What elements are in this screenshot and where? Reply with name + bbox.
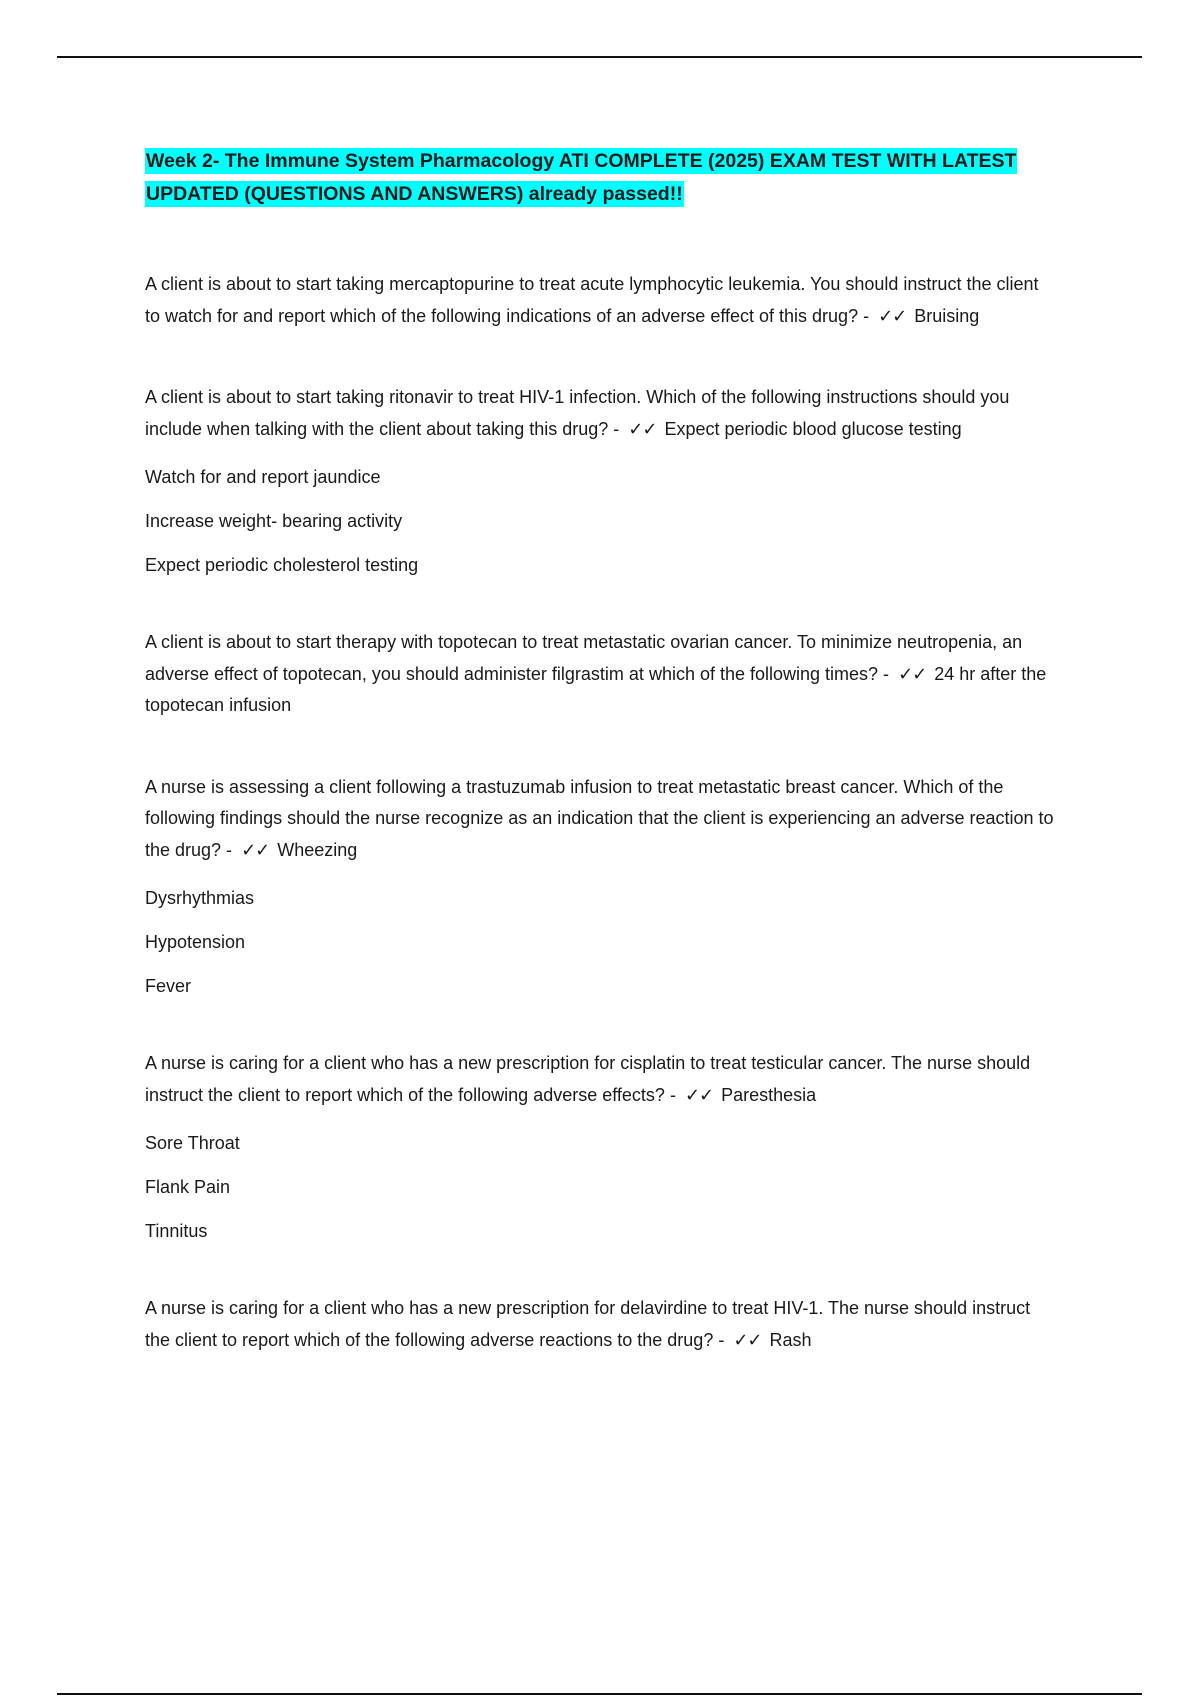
double-check-icon: ✓✓ — [241, 839, 270, 861]
correct-answer: Paresthesia — [716, 1084, 817, 1105]
double-check-icon: ✓✓ — [898, 663, 927, 685]
question-stem: A client is about to start taking mercaptopurine to treat acute lymphocytic leukemia. You should instruct the client to watch for and report which of the following indications of an adverse effect of this drug? - — [145, 274, 1039, 326]
qa-item — [145, 269, 1055, 332]
document-title-highlight: Week 2- The Immune System Pharmacology ATI COMPLETE (2025) EXAM TEST WITH LATEST UPDATED (QUESTIONS AND ANSWERS) already passed!! — [146, 150, 1017, 205]
footer-rule — [57, 1693, 1142, 1695]
qa-item — [145, 772, 1055, 999]
qa-item — [145, 1048, 1055, 1243]
double-check-icon: ✓✓ — [878, 305, 907, 327]
question-stem: A nurse is caring for a client who has a new prescription for delavirdine to treat HIV-1. The nurse should instruct the client to report which of the following adverse reactions to the drug? - — [145, 1298, 1031, 1350]
correct-answer: Wheezing — [272, 839, 358, 860]
answer-option: Fever — [145, 976, 192, 996]
question-text — [145, 627, 1055, 722]
qa-item — [145, 627, 1055, 722]
answer-option: Tinnitus — [145, 1221, 208, 1241]
document-body — [145, 145, 1055, 1406]
question-stem: A client is about to start taking ritonavir to treat HIV-1 infection. Which of the following instructions should you include when talking with the client about taking this drug? - — [145, 387, 1010, 439]
correct-answer: 24 hr after the topotecan infusion — [145, 663, 1047, 715]
question-text — [145, 772, 1055, 867]
qa-item — [145, 1293, 1055, 1356]
question-text — [145, 382, 1055, 445]
answer-option: Hypotension — [145, 932, 246, 952]
qa-list — [145, 269, 1055, 1356]
correct-answer: Rash — [764, 1329, 812, 1350]
question-text — [145, 1293, 1055, 1356]
correct-answer: Bruising — [909, 305, 980, 326]
correct-answer: Expect periodic blood glucose testing — [659, 418, 962, 439]
question-stem: A nurse is assessing a client following a trastuzumab infusion to treat metastatic breast cancer. Which of the following findings should the nurse recognize as an indication that the client is experiencing an adverse reaction to the drug? - — [145, 776, 1054, 860]
answer-option: Increase weight- bearing activity — [145, 511, 403, 531]
document-title — [145, 145, 1055, 211]
question-text — [145, 269, 1055, 332]
double-check-icon: ✓✓ — [628, 418, 657, 440]
qa-item — [145, 382, 1055, 577]
question-text — [145, 1048, 1055, 1111]
answer-option: Dysrhythmias — [145, 888, 255, 908]
question-stem: A client is about to start therapy with topotecan to treat metastatic ovarian cancer. To minimize neutropenia, an adverse effect of topotecan, you should administer filgrastim at which of the following times? - — [145, 632, 1023, 684]
header-rule — [57, 56, 1142, 58]
question-stem: A nurse is caring for a client who has a new prescription for cisplatin to treat testicular cancer. The nurse should instruct the client to report which of the following adverse effects? - — [145, 1053, 1031, 1105]
answer-option: Flank Pain — [145, 1177, 231, 1197]
answer-option: Expect periodic cholesterol testing — [145, 555, 419, 575]
double-check-icon: ✓✓ — [733, 1329, 762, 1351]
double-check-icon: ✓✓ — [684, 1084, 714, 1106]
answer-option: Watch for and report jaundice — [145, 467, 381, 487]
answer-option: Sore Throat — [145, 1133, 240, 1153]
